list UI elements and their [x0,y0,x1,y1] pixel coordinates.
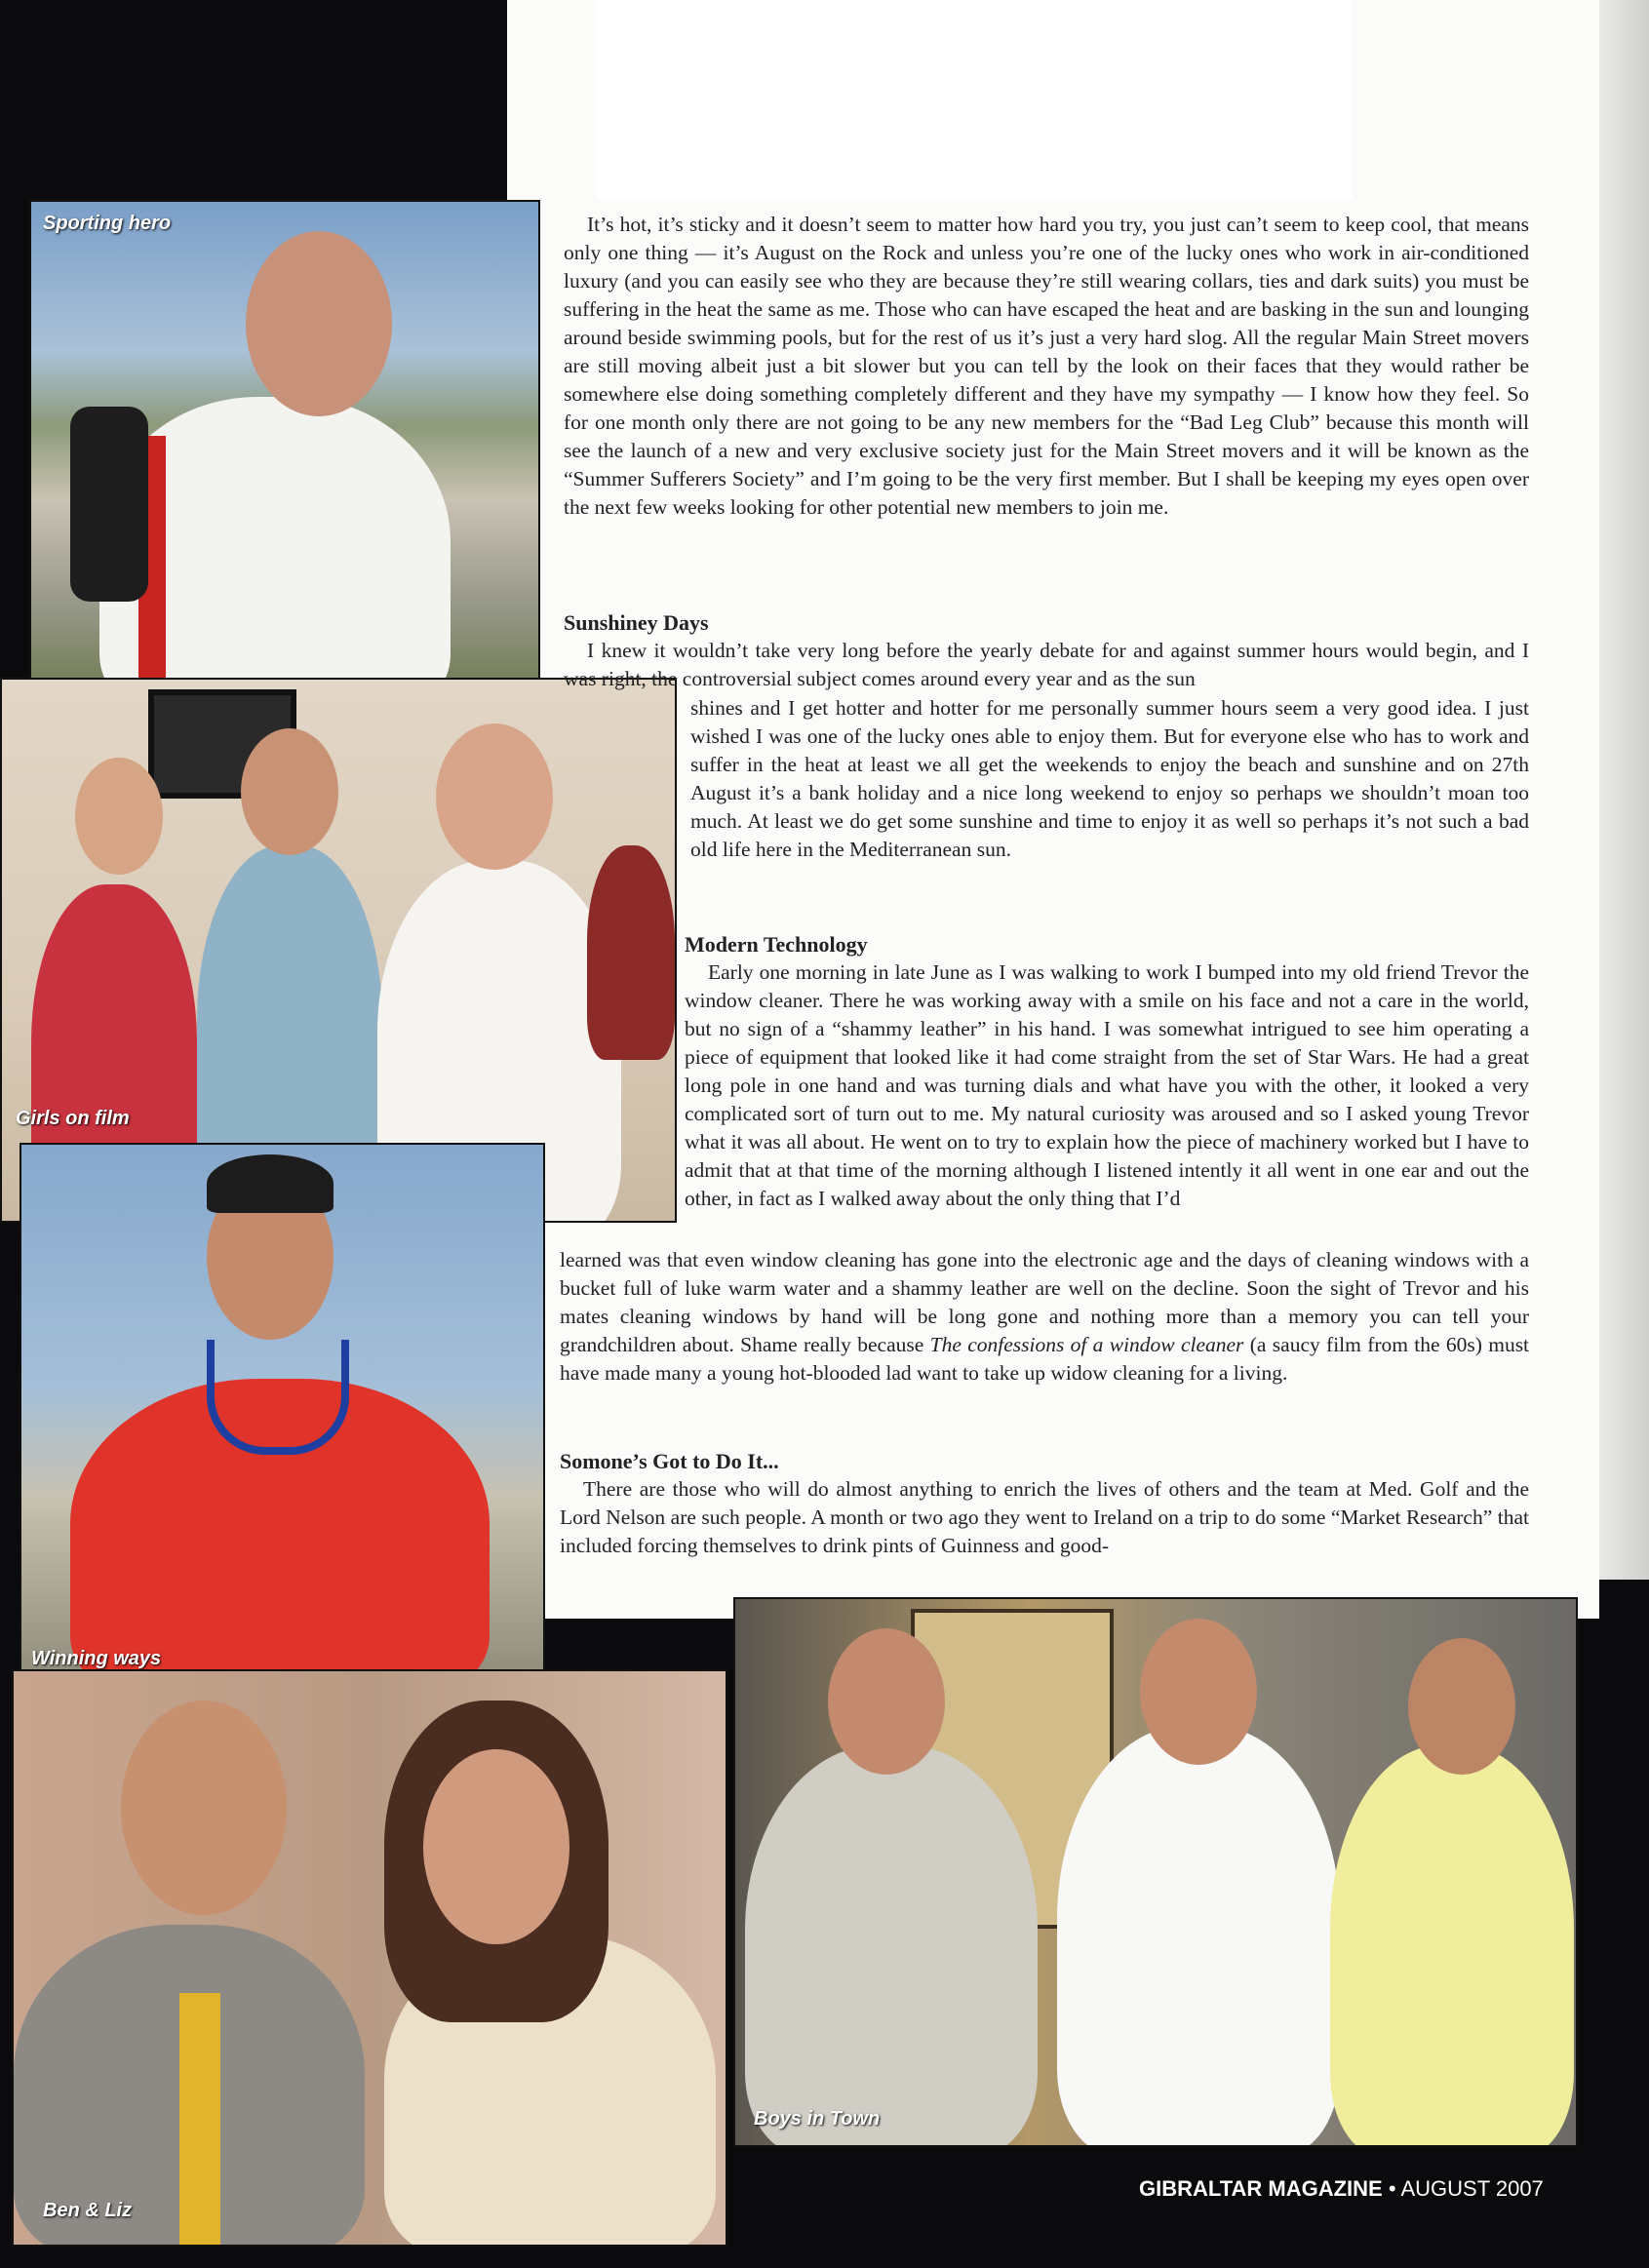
intro-paragraph: It’s hot, it’s sticky and it doesn’t seem to matter how hard you try, you just can’t seem to keep cool, that means only one thing — it’s August on the Rock and unless you’re one of the lucky ones who work in air-conditioned luxury (and you can easily see who they are because they’re still wearing collars, ties and dark suits) you must be suffering in the heat the same as me. Those who can have escaped the heat and are basking in the sun and lounging around beside swimming pools, but for the rest of us it’s just a very hard slog. All the regular Main Street movers are still moving albeit just a bit slower but you can tell by the look on their faces that they would rather be somewhere else doing something completely different and they have my sympathy — I know how they feel. So for one month only there are not going to be any new members for the “Bad Leg Club” because this month will see the launch of a new and very exclusive society just for the Main Street movers and it will be known as the “Summer Sufferers Society” and I’m going to be the very first member. But I shall be keeping my eyes open over the next few weeks looking for other potential new members to join me. [564,213,1529,519]
paragraph-text: learned was that even window cleaning has gone into the electronic age and the days of cleaning windows with a bucket full of luke warm water and a shammy leather are well on the decline. Soon the sight of Trevor and his mates cleaning windows by hand will be long gone and nothing more than a memory you can tell your grandchildren about. Shame really because [560,1248,1529,1356]
section-heading: Somone’s Got to Do It... [560,1449,779,1473]
photo-sporting-hero [29,200,540,701]
section-sunshiney-days-continued [690,694,1529,864]
section-somones-got-to-do-it [560,1447,1529,1560]
section-modern-technology [685,930,1529,1213]
issue-date: AUGUST 2007 [1400,2176,1544,2201]
page-footer [1139,2176,1544,2202]
top-blank-area [597,0,1353,200]
section-paragraph: I knew it wouldn’t take very long before the yearly debate for and against summer hours would begin, and I was right, the controversial subject comes around every year and as the sun [564,639,1529,690]
section-paragraph: shines and I get hotter and hotter for me personally summer hours seem a very good idea. I just wished I was one of the lucky ones able to enjoy them. But for everyone else who has to work and suffer in the heat at least we all get the weekends to enjoy the beach and sunshine and on 27th August it’s a bank holiday and a nice long weekend to enjoy so perhaps we shouldn’t moan too much. At least we do get some sunshine and time to enjoy it as well so perhaps it’s not such a bad old life here in the Mediterranean sun. [690,696,1529,861]
film-title: The confessions of a window cleaner [929,1333,1244,1356]
magazine-name: GIBRALTAR MAGAZINE [1139,2176,1383,2201]
footer-separator: • [1388,2176,1396,2201]
section-sunshiney-days [564,608,1529,693]
section-paragraph: Early one morning in late June as I was walking to work I bumped into my old friend Trevor the window cleaner. There he was working away with a smile on his face and not a care in the world, but no sign of a “shammy leather” in his hand. I was somewhat intrigued to see him operating a piece of equipment that looked like it had come straight from the set of Star Wars. He had a great long pole in one hand and was turning dials and what have you with the other, it looked a very complicated sort of turn out to me. My natural curiosity was aroused and so I asked young Trevor what it was all about. He went on to try to explain how the piece of machinery worked but I have to admit that at that time of the morning although I listened intently it all went in one ear and out the other, in fact as I walked away about the only thing that I’d [685,960,1529,1210]
paragraph-text: (a saucy film from the 60s) must have made many a young hot-blooded lad want to take up widow cleaning for a living. [560,1333,1530,1385]
photo-boys-in-town [733,1597,1578,2147]
section-modern-technology-continued [560,1246,1529,1388]
section-heading: Sunshiney Days [564,610,709,635]
caption-sporting-hero: Sporting hero [43,213,172,234]
section-heading: Modern Technology [685,932,868,957]
section-paragraph: There are those who will do almost anything to enrich the lives of others and the team at Med. Golf and the Lord Nelson are such people. A month or two ago they went to Ireland on a trip to do some “Market Research” that included forcing themselves to drink pints of Guinness and good- [560,1477,1529,1557]
photo-girls-on-film [0,678,677,1223]
caption-boys-in-town: Boys in Town [754,2108,881,2130]
caption-winning-ways: Winning ways [31,1648,162,1669]
caption-ben-liz: Ben & Liz [43,2200,133,2221]
article-intro [564,211,1529,522]
photo-winning-ways [20,1143,545,1688]
caption-girls-on-film: Girls on film [16,1108,130,1129]
section-paragraph [560,1246,1529,1388]
page-edge [1599,0,1649,1580]
photo-ben-liz [12,1669,727,2247]
